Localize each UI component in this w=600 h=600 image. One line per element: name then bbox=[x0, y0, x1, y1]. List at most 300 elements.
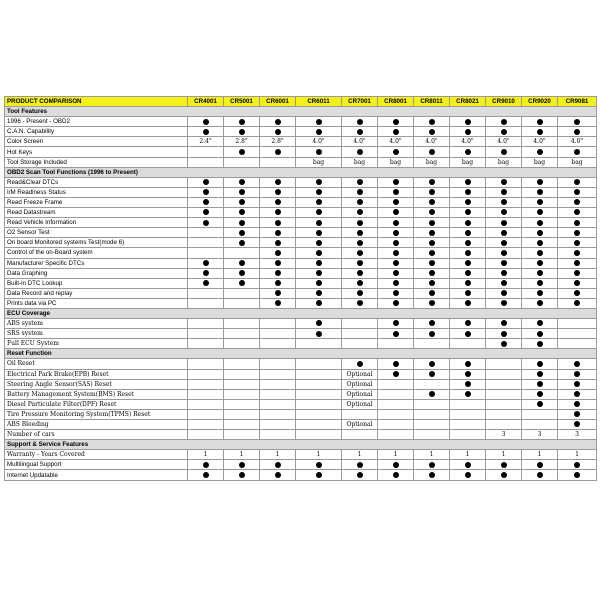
feature-label: Full ECU System bbox=[5, 339, 188, 349]
supported-dot-icon bbox=[316, 331, 322, 337]
feature-cell bbox=[342, 470, 378, 480]
feature-cell bbox=[224, 177, 260, 187]
feature-cell bbox=[450, 258, 486, 268]
supported-dot-icon bbox=[574, 462, 580, 468]
supported-dot-icon bbox=[574, 129, 580, 135]
empty-cell bbox=[188, 339, 224, 349]
supported-dot-icon bbox=[275, 300, 281, 306]
feature-cell bbox=[558, 379, 597, 389]
feature-cell bbox=[450, 359, 486, 369]
feature-cell bbox=[378, 329, 414, 339]
supported-dot-icon bbox=[465, 361, 471, 367]
empty-cell bbox=[378, 339, 414, 349]
value-cell: 1 bbox=[296, 450, 342, 460]
supported-dot-icon bbox=[239, 472, 245, 478]
supported-dot-icon bbox=[357, 270, 363, 276]
feature-cell bbox=[558, 268, 597, 278]
supported-dot-icon bbox=[275, 462, 281, 468]
supported-dot-icon bbox=[357, 300, 363, 306]
supported-dot-icon bbox=[316, 462, 322, 468]
supported-dot-icon bbox=[465, 381, 471, 387]
feature-cell bbox=[342, 359, 378, 369]
feature-cell bbox=[414, 187, 450, 197]
supported-dot-icon bbox=[537, 220, 543, 226]
feature-cell bbox=[414, 197, 450, 207]
feature-cell bbox=[486, 460, 522, 470]
feature-cell bbox=[450, 278, 486, 288]
supported-dot-icon bbox=[574, 240, 580, 246]
supported-dot-icon bbox=[239, 179, 245, 185]
feature-cell bbox=[450, 389, 486, 399]
supported-dot-icon bbox=[537, 129, 543, 135]
supported-dot-icon bbox=[393, 300, 399, 306]
feature-cell bbox=[558, 187, 597, 197]
feature-cell bbox=[342, 238, 378, 248]
section-title: OBD2 Scan Tool Functions (1996 to Present) bbox=[5, 167, 597, 177]
feature-cell bbox=[522, 389, 558, 399]
feature-cell bbox=[296, 278, 342, 288]
empty-cell bbox=[450, 430, 486, 440]
feature-label: Electrical Park Brake(EPB) Reset bbox=[5, 369, 188, 379]
supported-dot-icon bbox=[393, 230, 399, 236]
supported-dot-icon bbox=[574, 119, 580, 125]
feature-cell bbox=[224, 197, 260, 207]
feature-cell bbox=[522, 369, 558, 379]
supported-dot-icon bbox=[501, 320, 507, 326]
empty-cell bbox=[296, 409, 342, 419]
supported-dot-icon bbox=[537, 320, 543, 326]
supported-dot-icon bbox=[501, 300, 507, 306]
table-row bbox=[5, 329, 597, 339]
feature-cell bbox=[188, 268, 224, 278]
supported-dot-icon bbox=[275, 189, 281, 195]
empty-cell bbox=[296, 399, 342, 409]
supported-dot-icon bbox=[537, 209, 543, 215]
feature-cell bbox=[450, 197, 486, 207]
feature-cell bbox=[378, 319, 414, 329]
supported-dot-icon bbox=[465, 129, 471, 135]
model-header-cr7001: CR7001 bbox=[342, 97, 378, 107]
feature-label: Multilingual Support bbox=[5, 460, 188, 470]
supported-dot-icon bbox=[429, 179, 435, 185]
supported-dot-icon bbox=[275, 280, 281, 286]
empty-cell bbox=[296, 369, 342, 379]
supported-dot-icon bbox=[239, 260, 245, 266]
value-cell: 1 bbox=[558, 450, 597, 460]
supported-dot-icon bbox=[357, 361, 363, 367]
supported-dot-icon bbox=[501, 260, 507, 266]
supported-dot-icon bbox=[316, 129, 322, 135]
empty-cell bbox=[260, 379, 296, 389]
supported-dot-icon bbox=[537, 341, 543, 347]
feature-cell bbox=[522, 399, 558, 409]
empty-cell bbox=[414, 399, 450, 409]
feature-cell bbox=[260, 228, 296, 238]
table-row bbox=[5, 319, 597, 329]
value-cell: Optional bbox=[342, 369, 378, 379]
table-row bbox=[5, 218, 597, 228]
empty-cell bbox=[224, 157, 260, 167]
supported-dot-icon bbox=[429, 361, 435, 367]
supported-dot-icon bbox=[537, 199, 543, 205]
value-cell: bag bbox=[414, 157, 450, 167]
supported-dot-icon bbox=[429, 209, 435, 215]
feature-label: Tool Storage Included bbox=[5, 157, 188, 167]
supported-dot-icon bbox=[357, 189, 363, 195]
feature-cell bbox=[558, 359, 597, 369]
table-row bbox=[5, 420, 597, 430]
feature-cell bbox=[224, 208, 260, 218]
supported-dot-icon bbox=[357, 119, 363, 125]
supported-dot-icon bbox=[275, 179, 281, 185]
supported-dot-icon bbox=[465, 149, 471, 155]
empty-cell bbox=[260, 389, 296, 399]
supported-dot-icon bbox=[574, 381, 580, 387]
feature-cell bbox=[450, 218, 486, 228]
supported-dot-icon bbox=[275, 270, 281, 276]
supported-dot-icon bbox=[574, 250, 580, 256]
feature-label: Read Datastream bbox=[5, 208, 188, 218]
empty-cell bbox=[260, 369, 296, 379]
supported-dot-icon bbox=[239, 189, 245, 195]
empty-cell bbox=[224, 369, 260, 379]
feature-cell bbox=[188, 208, 224, 218]
supported-dot-icon bbox=[357, 220, 363, 226]
empty-cell bbox=[224, 359, 260, 369]
product-comparison-table bbox=[4, 96, 597, 481]
feature-cell bbox=[342, 268, 378, 278]
feature-cell bbox=[450, 117, 486, 127]
value-cell: 3 bbox=[486, 430, 522, 440]
feature-cell bbox=[378, 127, 414, 137]
value-cell: Optional bbox=[342, 379, 378, 389]
supported-dot-icon bbox=[465, 391, 471, 397]
feature-cell bbox=[414, 228, 450, 238]
table-row bbox=[5, 450, 597, 460]
supported-dot-icon bbox=[393, 149, 399, 155]
supported-dot-icon bbox=[239, 220, 245, 226]
supported-dot-icon bbox=[537, 250, 543, 256]
feature-cell bbox=[296, 147, 342, 157]
feature-cell bbox=[188, 278, 224, 288]
supported-dot-icon bbox=[239, 119, 245, 125]
supported-dot-icon bbox=[357, 149, 363, 155]
supported-dot-icon bbox=[429, 199, 435, 205]
feature-label: Tire Pressure Monitoring System(TPMS) Reset bbox=[5, 409, 188, 419]
supported-dot-icon bbox=[239, 129, 245, 135]
supported-dot-icon bbox=[537, 391, 543, 397]
feature-cell bbox=[486, 298, 522, 308]
supported-dot-icon bbox=[465, 371, 471, 377]
feature-cell bbox=[558, 399, 597, 409]
feature-cell bbox=[486, 268, 522, 278]
supported-dot-icon bbox=[429, 371, 435, 377]
supported-dot-icon bbox=[429, 240, 435, 246]
feature-cell bbox=[224, 238, 260, 248]
supported-dot-icon bbox=[537, 462, 543, 468]
supported-dot-icon bbox=[239, 149, 245, 155]
feature-cell bbox=[522, 177, 558, 187]
supported-dot-icon bbox=[357, 179, 363, 185]
empty-cell bbox=[224, 420, 260, 430]
feature-cell bbox=[378, 470, 414, 480]
empty-cell bbox=[188, 359, 224, 369]
supported-dot-icon bbox=[316, 250, 322, 256]
feature-cell bbox=[414, 319, 450, 329]
table-row bbox=[5, 278, 597, 288]
supported-dot-icon bbox=[393, 119, 399, 125]
feature-cell bbox=[378, 187, 414, 197]
empty-cell bbox=[188, 298, 224, 308]
table-row bbox=[5, 187, 597, 197]
empty-cell bbox=[378, 389, 414, 399]
supported-dot-icon bbox=[316, 189, 322, 195]
section-title: ECU Coverage bbox=[5, 308, 597, 318]
supported-dot-icon bbox=[429, 220, 435, 226]
supported-dot-icon bbox=[574, 361, 580, 367]
supported-dot-icon bbox=[357, 240, 363, 246]
supported-dot-icon bbox=[275, 230, 281, 236]
empty-cell bbox=[224, 339, 260, 349]
supported-dot-icon bbox=[537, 331, 543, 337]
feature-cell bbox=[450, 288, 486, 298]
empty-cell bbox=[224, 298, 260, 308]
empty-cell bbox=[224, 399, 260, 409]
table-row bbox=[5, 157, 597, 167]
feature-cell bbox=[378, 460, 414, 470]
empty-cell bbox=[260, 359, 296, 369]
feature-cell bbox=[450, 298, 486, 308]
feature-cell bbox=[296, 127, 342, 137]
feature-cell bbox=[342, 127, 378, 137]
supported-dot-icon bbox=[357, 129, 363, 135]
supported-dot-icon bbox=[203, 179, 209, 185]
supported-dot-icon bbox=[574, 199, 580, 205]
empty-cell bbox=[486, 420, 522, 430]
supported-dot-icon bbox=[316, 179, 322, 185]
feature-cell bbox=[414, 147, 450, 157]
supported-dot-icon bbox=[203, 472, 209, 478]
feature-cell bbox=[188, 460, 224, 470]
feature-cell bbox=[522, 208, 558, 218]
supported-dot-icon bbox=[465, 331, 471, 337]
feature-cell bbox=[558, 208, 597, 218]
supported-dot-icon bbox=[537, 472, 543, 478]
supported-dot-icon bbox=[393, 129, 399, 135]
supported-dot-icon bbox=[465, 270, 471, 276]
section-title: Reset Function bbox=[5, 349, 597, 359]
supported-dot-icon bbox=[357, 199, 363, 205]
feature-label: Diesel Particulate Filter(DPF) Reset bbox=[5, 399, 188, 409]
feature-cell bbox=[224, 278, 260, 288]
table-row bbox=[5, 197, 597, 207]
table-row bbox=[5, 470, 597, 480]
empty-cell bbox=[296, 389, 342, 399]
empty-cell bbox=[260, 420, 296, 430]
feature-cell bbox=[522, 258, 558, 268]
feature-cell bbox=[188, 117, 224, 127]
feature-cell bbox=[522, 339, 558, 349]
supported-dot-icon bbox=[393, 270, 399, 276]
feature-cell bbox=[260, 177, 296, 187]
feature-cell bbox=[558, 258, 597, 268]
supported-dot-icon bbox=[501, 119, 507, 125]
section-row bbox=[5, 167, 597, 177]
feature-cell bbox=[486, 278, 522, 288]
supported-dot-icon bbox=[393, 179, 399, 185]
empty-cell bbox=[224, 379, 260, 389]
supported-dot-icon bbox=[501, 209, 507, 215]
feature-label: Battery Management System(BMS) Reset bbox=[5, 389, 188, 399]
feature-cell bbox=[378, 278, 414, 288]
feature-cell bbox=[558, 147, 597, 157]
feature-cell bbox=[450, 470, 486, 480]
supported-dot-icon bbox=[429, 300, 435, 306]
empty-cell bbox=[414, 409, 450, 419]
supported-dot-icon bbox=[203, 220, 209, 226]
feature-cell bbox=[342, 460, 378, 470]
feature-cell bbox=[224, 258, 260, 268]
feature-cell bbox=[450, 147, 486, 157]
supported-dot-icon bbox=[465, 209, 471, 215]
feature-cell bbox=[486, 319, 522, 329]
feature-cell bbox=[296, 258, 342, 268]
feature-cell bbox=[260, 258, 296, 268]
supported-dot-icon bbox=[393, 209, 399, 215]
empty-cell bbox=[188, 409, 224, 419]
value-cell: Optional bbox=[342, 389, 378, 399]
supported-dot-icon bbox=[465, 220, 471, 226]
empty-cell bbox=[522, 420, 558, 430]
value-cell: bag bbox=[558, 157, 597, 167]
empty-cell bbox=[342, 329, 378, 339]
feature-cell bbox=[342, 187, 378, 197]
feature-cell bbox=[260, 470, 296, 480]
feature-cell bbox=[414, 369, 450, 379]
section-row bbox=[5, 440, 597, 450]
feature-cell bbox=[188, 177, 224, 187]
supported-dot-icon bbox=[429, 230, 435, 236]
section-row bbox=[5, 308, 597, 318]
feature-label: O2 Sensor Test bbox=[5, 228, 188, 238]
supported-dot-icon bbox=[203, 270, 209, 276]
supported-dot-icon bbox=[574, 411, 580, 417]
empty-cell bbox=[188, 228, 224, 238]
supported-dot-icon bbox=[393, 260, 399, 266]
feature-cell bbox=[522, 228, 558, 238]
supported-dot-icon bbox=[574, 179, 580, 185]
feature-cell bbox=[378, 208, 414, 218]
feature-label: Number of cars bbox=[5, 430, 188, 440]
table-row bbox=[5, 258, 597, 268]
feature-cell bbox=[260, 460, 296, 470]
empty-cell bbox=[378, 399, 414, 409]
empty-cell bbox=[296, 420, 342, 430]
feature-cell bbox=[296, 460, 342, 470]
supported-dot-icon bbox=[275, 260, 281, 266]
supported-dot-icon bbox=[429, 331, 435, 337]
empty-cell bbox=[450, 409, 486, 419]
model-header-cr9010: CR9010 bbox=[486, 97, 522, 107]
feature-cell bbox=[486, 127, 522, 137]
value-cell: bag bbox=[378, 157, 414, 167]
supported-dot-icon bbox=[357, 209, 363, 215]
empty-cell bbox=[558, 329, 597, 339]
supported-dot-icon bbox=[393, 280, 399, 286]
empty-cell bbox=[188, 147, 224, 157]
table-row bbox=[5, 177, 597, 187]
feature-cell bbox=[486, 470, 522, 480]
feature-label: ABS Bleeding bbox=[5, 420, 188, 430]
feature-cell bbox=[558, 278, 597, 288]
empty-cell bbox=[414, 379, 450, 389]
supported-dot-icon bbox=[537, 260, 543, 266]
table-row bbox=[5, 288, 597, 298]
supported-dot-icon bbox=[275, 240, 281, 246]
empty-cell bbox=[224, 248, 260, 258]
supported-dot-icon bbox=[393, 331, 399, 337]
empty-cell bbox=[342, 319, 378, 329]
supported-dot-icon bbox=[357, 260, 363, 266]
supported-dot-icon bbox=[316, 230, 322, 236]
supported-dot-icon bbox=[501, 240, 507, 246]
supported-dot-icon bbox=[574, 401, 580, 407]
supported-dot-icon bbox=[537, 290, 543, 296]
feature-cell bbox=[342, 218, 378, 228]
feature-cell bbox=[558, 127, 597, 137]
feature-cell bbox=[522, 127, 558, 137]
feature-cell bbox=[414, 268, 450, 278]
feature-cell bbox=[486, 329, 522, 339]
supported-dot-icon bbox=[393, 189, 399, 195]
value-cell: 1 bbox=[414, 450, 450, 460]
empty-cell bbox=[342, 339, 378, 349]
feature-cell bbox=[260, 208, 296, 218]
supported-dot-icon bbox=[357, 250, 363, 256]
supported-dot-icon bbox=[316, 209, 322, 215]
feature-cell bbox=[260, 218, 296, 228]
value-cell: 1 bbox=[378, 450, 414, 460]
supported-dot-icon bbox=[501, 270, 507, 276]
table-row bbox=[5, 409, 597, 419]
section-title: Support & Service Features bbox=[5, 440, 597, 450]
feature-cell bbox=[224, 187, 260, 197]
empty-cell bbox=[486, 409, 522, 419]
supported-dot-icon bbox=[465, 260, 471, 266]
empty-cell bbox=[486, 379, 522, 389]
supported-dot-icon bbox=[501, 250, 507, 256]
feature-cell bbox=[188, 127, 224, 137]
model-header-cr4001: CR4001 bbox=[188, 97, 224, 107]
feature-cell bbox=[378, 238, 414, 248]
feature-label: Manufacturer Specific DTCs bbox=[5, 258, 188, 268]
empty-cell bbox=[188, 379, 224, 389]
empty-cell bbox=[486, 389, 522, 399]
supported-dot-icon bbox=[429, 462, 435, 468]
feature-cell bbox=[296, 177, 342, 187]
value-cell: bag bbox=[296, 157, 342, 167]
value-cell: bag bbox=[450, 157, 486, 167]
value-cell: 4.0" bbox=[414, 137, 450, 147]
empty-cell bbox=[296, 379, 342, 389]
table-row bbox=[5, 399, 597, 409]
feature-cell bbox=[342, 258, 378, 268]
empty-cell bbox=[522, 409, 558, 419]
feature-cell bbox=[522, 197, 558, 207]
empty-cell bbox=[296, 339, 342, 349]
table-body bbox=[5, 97, 597, 481]
feature-label: SRS system bbox=[5, 329, 188, 339]
